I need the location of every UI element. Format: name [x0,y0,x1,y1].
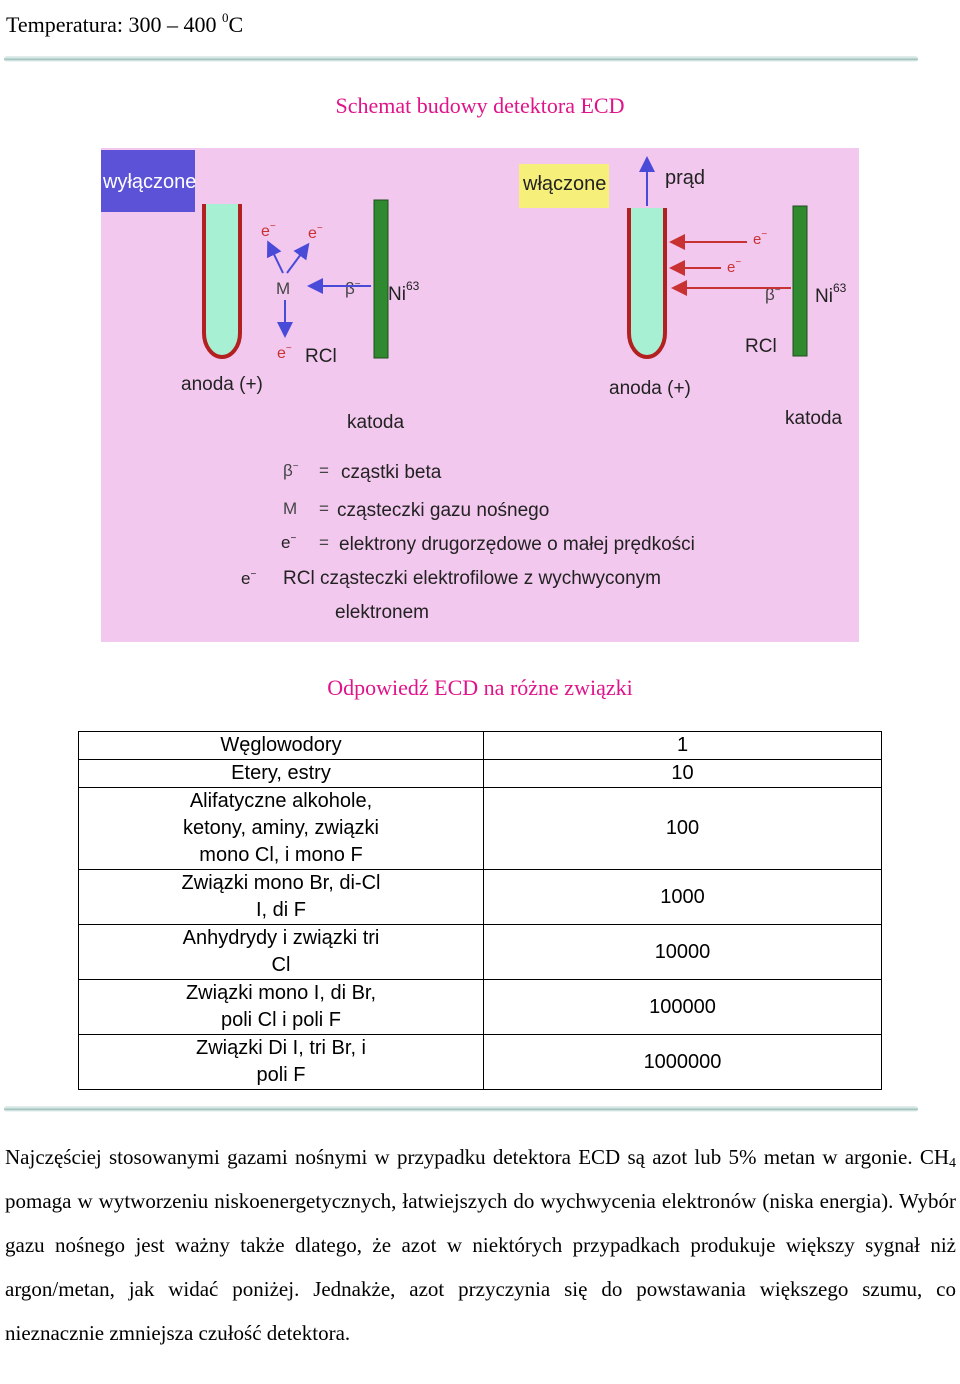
body-paragraph: Najczęściej stosowanymi gazami nośnymi w przypadku detektora ECD są azot lub 5% metan w argonie. $CH_4$ pomaga w wytworzeniu niskoenergetycznych, łatwiejszych do wychwycenia elektronów (niska energia). Wybór gazu nośnego jest ważny także dlatego, że azot w niektórych przypadkach produkuje większy sygnał niż argon/metan, jak widać poniżej. Jednakże, azot przyczynia się do powstawania większego szumu, co nieznacznie zmniejsza czułość detektora. [5,1145,956,1345]
divider-top [4,56,918,62]
compound-cell: Anhydrydy i związki tri Cl [79,925,484,980]
temperature-line [6,4,243,39]
ch4-subscript: 4 [949,1156,956,1171]
right-rcl-label: RCl [745,336,777,357]
response-title: Odpowiedź ECD na różne związki [327,675,633,700]
left-cathode-electrode [374,200,388,358]
compound-cell: Związki mono Br, di-Cl I, di F [79,870,484,925]
off-state-label: wyłączone [103,171,197,193]
right-anode-tube [629,208,665,357]
left-anode-tube [204,204,240,357]
left-electron-2: e− [308,223,323,242]
response-cell: 1 [484,732,882,760]
left-m-symbol: M [276,279,291,298]
legend-eq-2: = [319,499,329,518]
legend-eq-3: = [319,533,329,552]
temperature-label: Temperatura: 300 – 400 [6,12,222,37]
table-row [79,980,882,1035]
right-anode-label: anoda (+) [609,378,691,399]
left-anode-label: anoda (+) [181,374,263,395]
legend-symbol-e: e− [281,533,297,552]
left-electron-3: e− [277,343,292,362]
legend-symbol-m: M [283,499,298,518]
right-cathode-electrode [793,206,807,356]
table-row [79,1035,882,1090]
table-row [79,788,882,870]
right-electron-2: e− [727,257,742,276]
legend-symbol-beta: β− [283,461,299,480]
legend-text-e: elektrony drugorzędowe o małej prędkości [339,534,695,555]
compound-cell: Alifatyczne alkohole, ketony, aminy, związki mono Cl, i mono F [79,788,484,870]
current-label: prąd [665,167,706,189]
response-cell: 10000 [484,925,882,980]
compound-cell: Węglowodory [79,732,484,760]
ecd-schematic [101,148,859,642]
legend-text-m: cząsteczki gazu nośnego [337,500,550,521]
right-beta-symbol: β− [765,285,781,304]
table-row [79,732,882,760]
compound-cell: Związki mono I, di Br, poli Cl i poli F [79,980,484,1035]
right-cathode-label: katoda [785,408,843,429]
table-row [79,870,882,925]
legend-eq-1: = [319,461,329,480]
on-state-label: włączone [523,173,607,195]
right-electron-1: e− [753,229,768,248]
degree-superscript: 0 [221,10,229,25]
temperature-unit: C [228,12,244,37]
response-cell: 10 [484,760,882,788]
response-cell: 1000000 [484,1035,882,1090]
compound-cell: Etery, estry [79,760,484,788]
response-cell: 100000 [484,980,882,1035]
left-cathode-label: katoda [347,412,405,433]
compound-cell: Związki Di I, tri Br, i poli F [79,1035,484,1090]
diagram-title: Schemat budowy detektora ECD [335,93,625,118]
table-row [79,925,882,980]
response-cell: 100 [484,788,882,870]
left-electron-1: e− [261,221,276,240]
legend-text-rcl-cont: elektronem [335,602,429,623]
divider-bottom [4,1106,918,1112]
ecd-response-table [78,731,882,1090]
legend-symbol-e-rcl: e− [241,569,257,588]
legend-text-rcl: RCl cząsteczki elektrofilowe z wychwyconym [283,568,661,589]
table-row [79,760,882,788]
response-cell: 1000 [484,870,882,925]
right-source-label: Ni$^{63}$ [815,281,847,307]
left-source-label: Ni$^{63}$ [388,279,420,305]
left-beta-symbol: β− [345,279,361,298]
legend-text-beta: cząstki beta [341,462,442,483]
left-rcl-label: RCl [305,346,337,367]
